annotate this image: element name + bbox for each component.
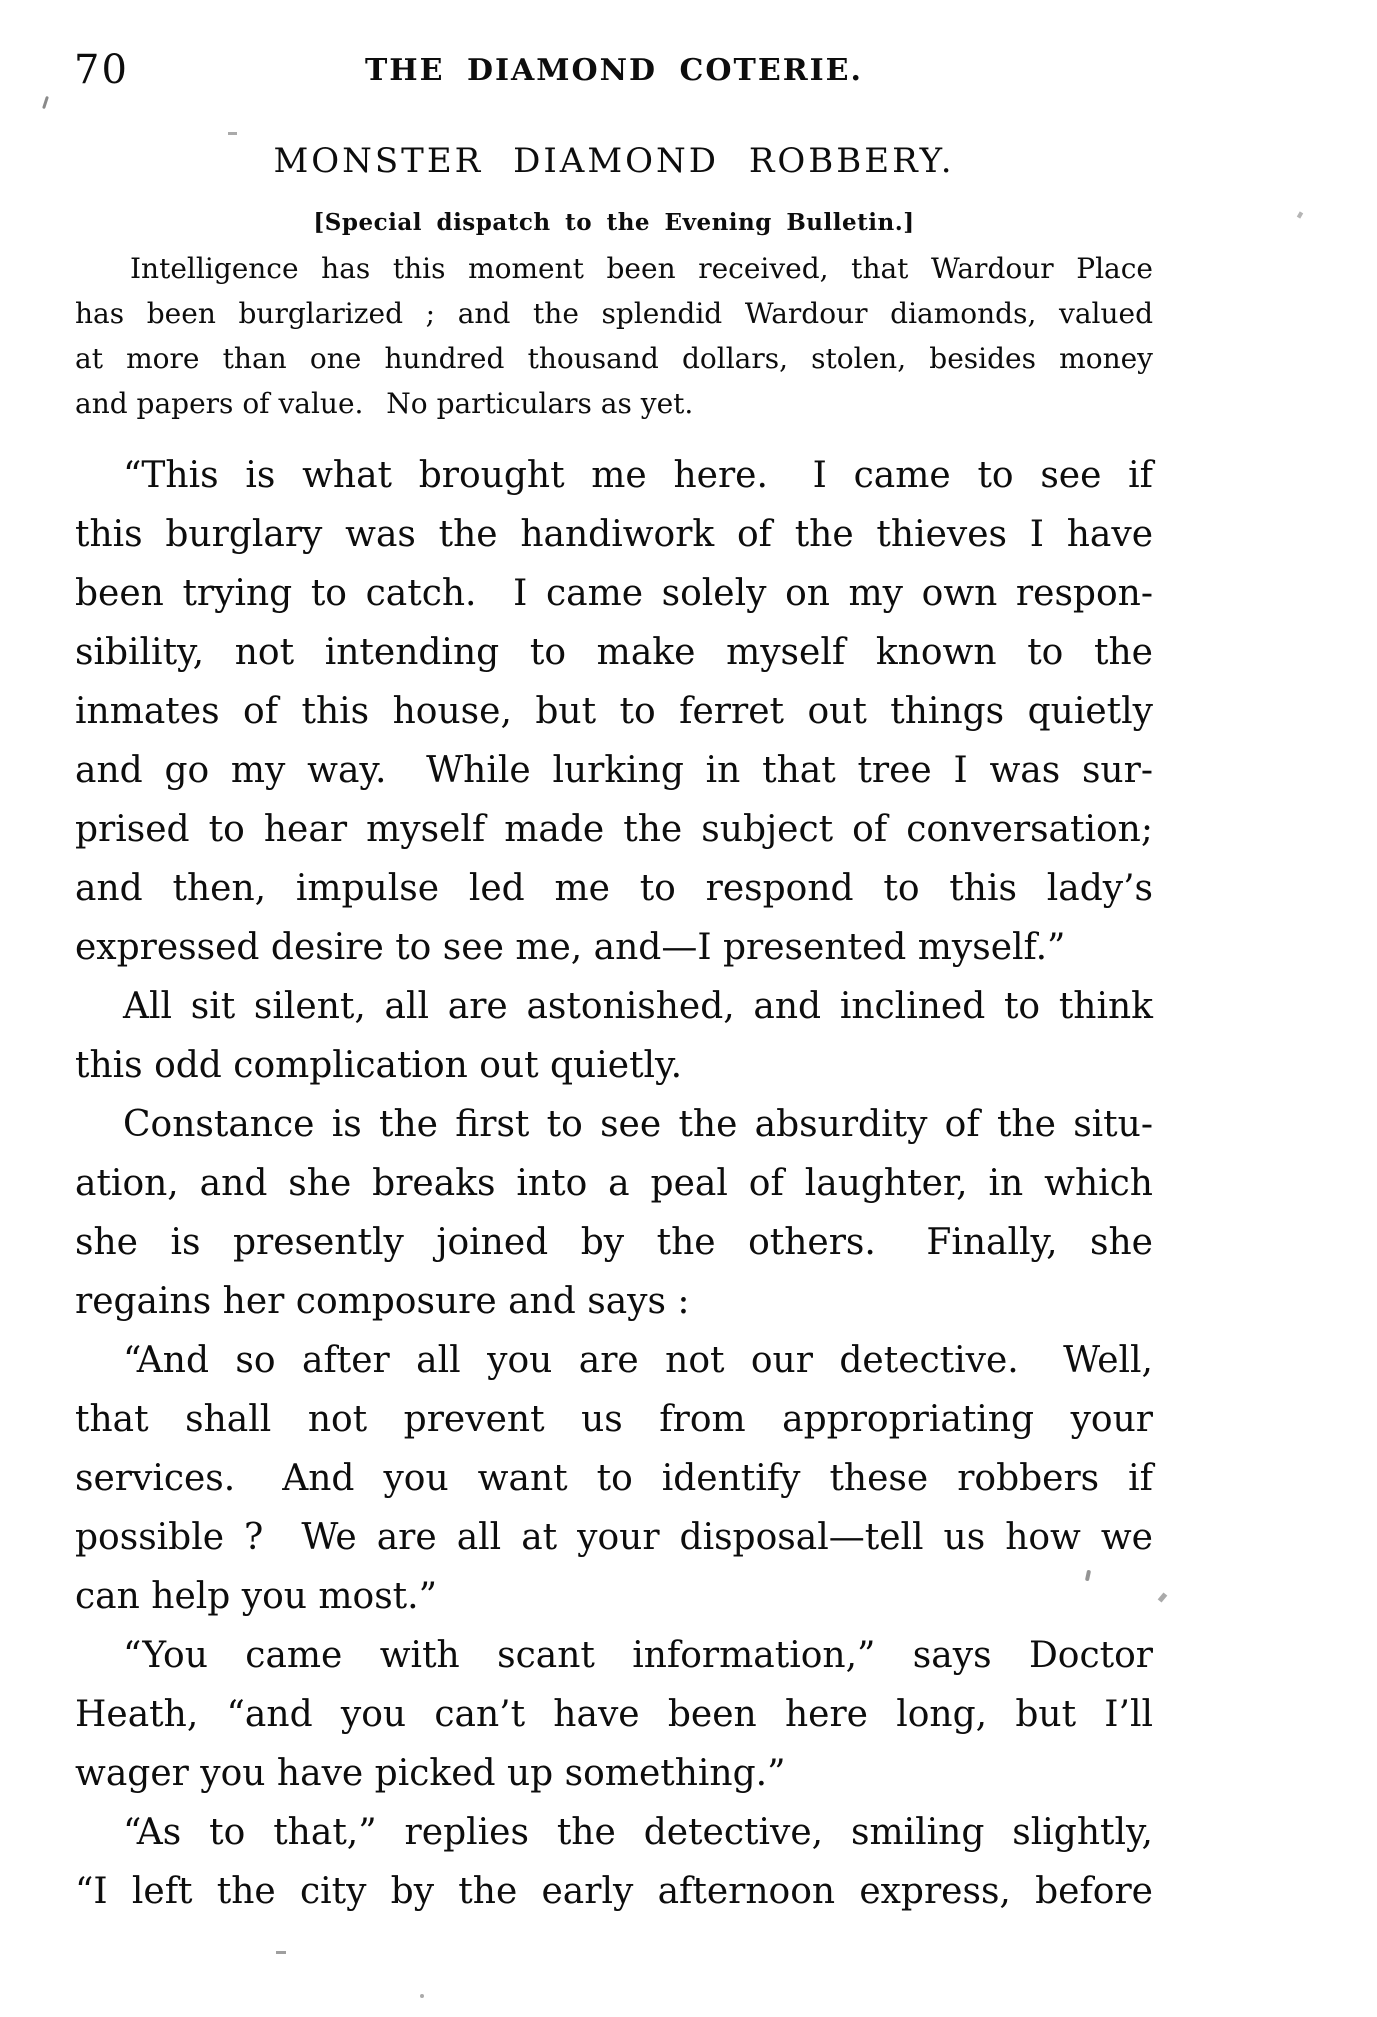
text-line: this burglary was the handiwork of the thieves I have [75, 514, 1153, 555]
paragraph [75, 977, 1153, 1095]
paragraph [75, 446, 1153, 977]
scan-artifact [276, 1951, 286, 1954]
text-line: regains her composure and says : [75, 1281, 690, 1322]
article-heading: MONSTER DIAMOND ROBBERY. [273, 141, 955, 181]
text-line: can help you most.” [75, 1576, 437, 1617]
text-line: this odd complication out quietly. [75, 1045, 683, 1086]
dispatch-credit-line: [Special dispatch to the Evening Bulletin.] [313, 209, 915, 236]
text-line: “And so after all you are not our detective. Well, [123, 1340, 1153, 1381]
paragraph [75, 1331, 1153, 1626]
text-line: “You came with scant information,” says Doctor [123, 1635, 1153, 1676]
scan-artifact [42, 96, 49, 109]
running-header: THE DIAMOND COTERIE. [364, 53, 863, 88]
text-line: services. And you want to identify these robbers if [75, 1458, 1153, 1499]
page-number: 70 [74, 47, 129, 93]
dispatch-paragraph [75, 246, 1153, 426]
text-line: at more than one hundred thousand dollars, stolen, besides money [75, 342, 1153, 375]
text-line: possible ? We are all at your disposal—tell us how we [75, 1517, 1153, 1558]
paragraph [75, 1626, 1153, 1803]
text-line: expressed desire to see me, and—I presented myself.” [75, 927, 1066, 968]
scan-artifact [1297, 211, 1303, 218]
text-line: sibility, not intending to make myself known to the [75, 632, 1153, 673]
text-line: ation, and she breaks into a peal of laughter, in which [75, 1163, 1153, 1204]
text-line: been trying to catch. I came solely on my own respon- [75, 573, 1153, 614]
text-line: Constance is the first to see the absurdity of the situ- [123, 1104, 1153, 1145]
text-line: prised to hear myself made the subject of conversation; [75, 809, 1153, 850]
text-line: All sit silent, all are astonished, and inclined to think [123, 986, 1153, 1027]
text-line: “As to that,” replies the detective, smiling slightly, [123, 1812, 1153, 1853]
text-line: “I left the city by the early afternoon express, before [75, 1871, 1153, 1912]
text-line: inmates of this house, but to ferret out things quietly [75, 691, 1153, 732]
text-line: has been burglarized ; and the splendid Wardour diamonds, valued [75, 297, 1153, 330]
scan-artifact [420, 1994, 424, 1998]
text-column [75, 140, 1153, 1921]
text-line: “This is what brought me here. I came to see if [123, 455, 1153, 496]
text-line: and then, impulse led me to respond to this lady’s [75, 868, 1153, 909]
scan-artifact [228, 132, 237, 135]
text-line: and go my way. While lurking in that tree I was sur- [75, 750, 1153, 791]
text-line: Intelligence has this moment been received, that Wardour Place [130, 252, 1153, 285]
body-text [75, 446, 1153, 1921]
text-line: that shall not prevent us from appropriating your [75, 1399, 1153, 1440]
paragraph [75, 1803, 1153, 1921]
text-line: and papers of value. No particulars as yet. [75, 387, 694, 420]
text-line: she is presently joined by the others. Finally, she [75, 1222, 1153, 1263]
text-line: wager you have picked up something.” [75, 1753, 786, 1794]
paragraph [75, 1095, 1153, 1331]
text-line: Heath, “and you can’t have been here long, but I’ll [75, 1694, 1153, 1735]
scan-artifact [1158, 1592, 1168, 1602]
